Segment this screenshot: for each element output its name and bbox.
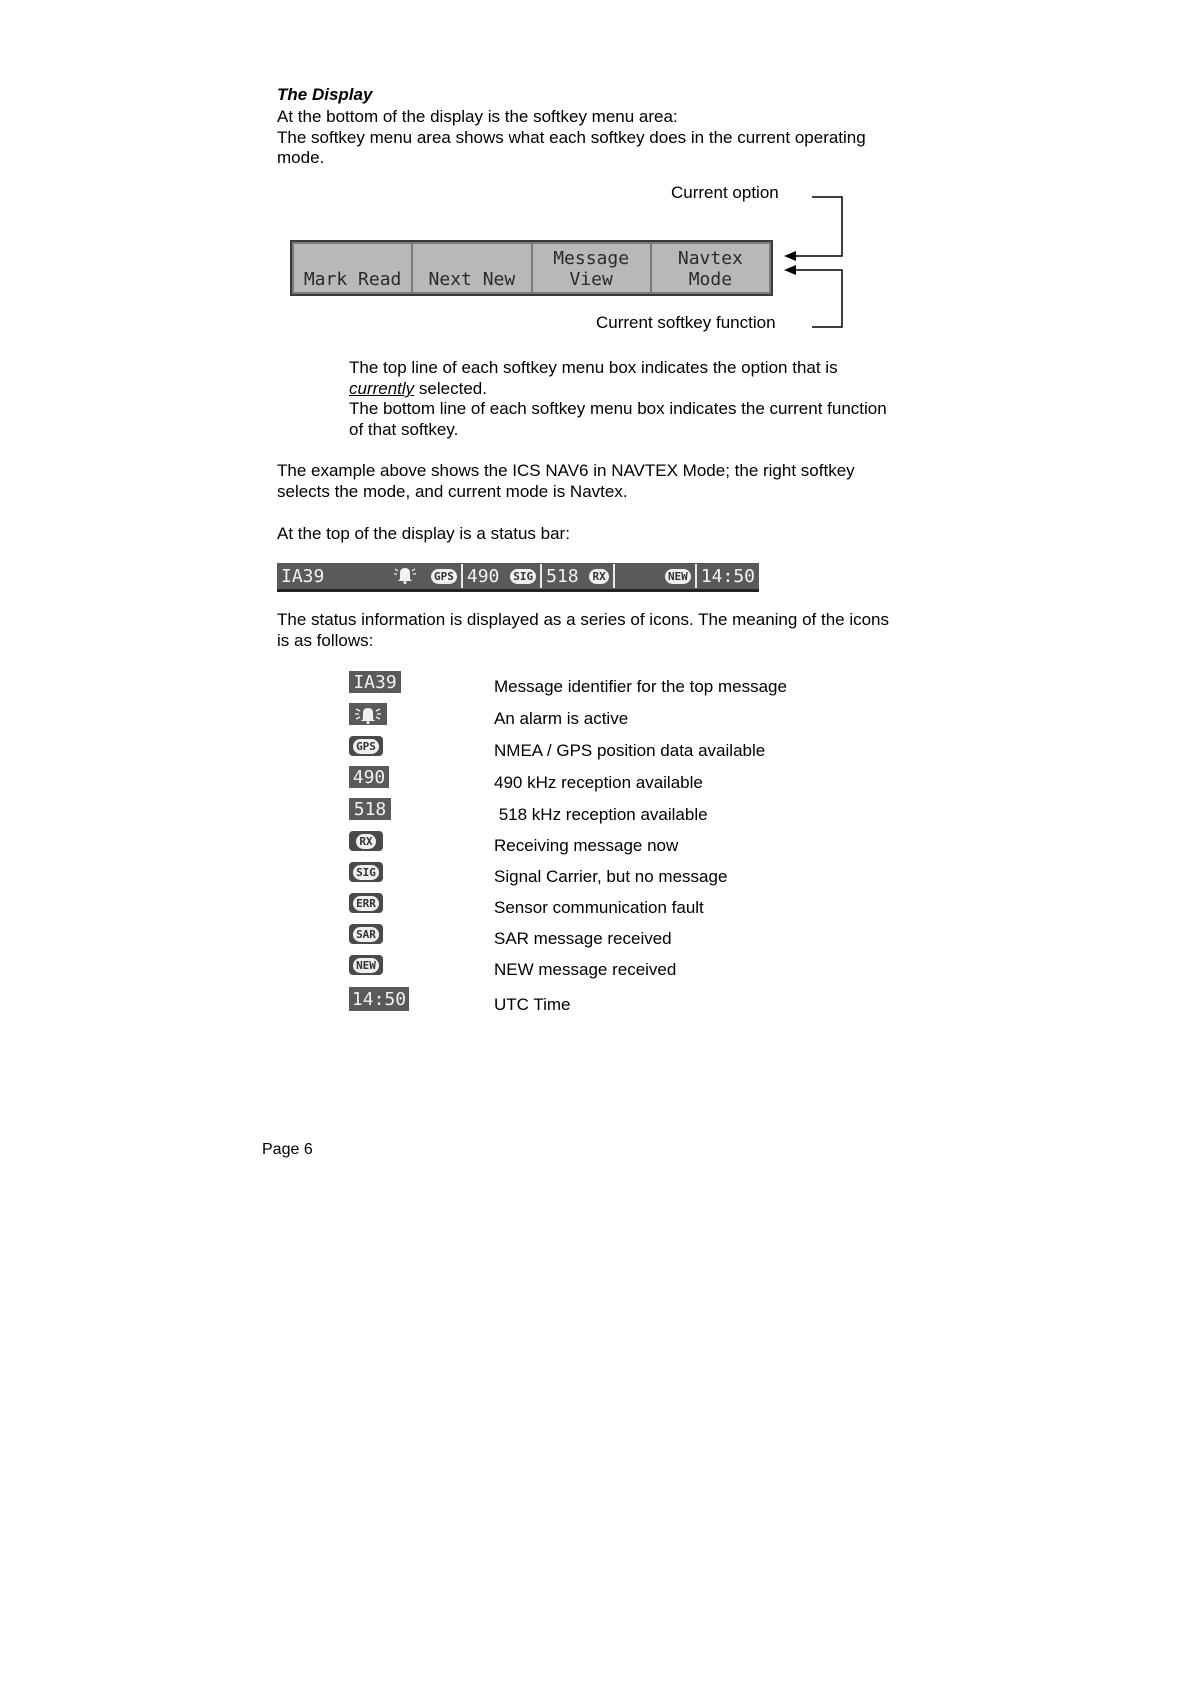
new-icon: NEW (665, 569, 691, 584)
softkey-menu-bar (290, 240, 773, 296)
legend-text-sar: SAR message received (494, 929, 672, 948)
softkey-function-label: Next New (428, 269, 516, 290)
rx-icon-label: RX (356, 834, 375, 849)
legend-text-alarm: An alarm is active (494, 709, 629, 728)
indent-line-3: The bottom line of each softkey menu box indicates the current function (349, 399, 887, 418)
legend-new-icon (349, 955, 383, 975)
callout-current-function: Current softkey function (596, 313, 776, 332)
intro-line-1: At the bottom of the display is the softkey menu area: (277, 107, 678, 126)
softkey-function-label: View (569, 269, 613, 290)
status-message-id: IA39 (281, 565, 325, 587)
rx-icon: RX (589, 569, 608, 584)
status-new (661, 566, 695, 587)
intro-line-2: The softkey menu area shows what each softkey does in the current operating (277, 128, 866, 147)
example-line-2: selects the mode, and current mode is Navtex. (277, 482, 628, 501)
status-bar (277, 563, 759, 592)
status-gps (427, 566, 461, 587)
sig-icon: SIG (510, 569, 536, 584)
current-function-arrow-icon (784, 265, 796, 275)
softkey-next-new[interactable] (413, 244, 530, 292)
section-heading: The Display (277, 85, 373, 104)
emphasis-currently: currently (349, 379, 415, 398)
legend-err-icon (349, 893, 383, 913)
legend-alarm-bell-icon (349, 703, 387, 725)
alarm-bell-icon (389, 564, 427, 589)
status-desc-line-2: is as follows: (277, 631, 374, 650)
sar-icon-label: SAR (353, 927, 379, 942)
legend-text-sig: Signal Carrier, but no message (494, 867, 728, 886)
softkey-option-label: Message (553, 248, 630, 269)
status-intro: At the top of the display is a status bar: (277, 524, 570, 543)
legend-utc-time-icon: 14:50 (349, 987, 409, 1011)
indent-line-2 (349, 379, 487, 399)
indent-line-1: The top line of each softkey menu box indicates the option that is (349, 358, 838, 377)
legend-518-icon: 518 (349, 798, 391, 820)
softkey-function-label: Mode (688, 269, 733, 290)
callout-current-option: Current option (671, 183, 779, 202)
example-line-1: The example above shows the ICS NAV6 in NAVTEX Mode; the right softkey (277, 461, 855, 480)
sig-icon-label: SIG (353, 865, 379, 880)
legend-sar-icon (349, 924, 383, 944)
err-icon-label: ERR (353, 896, 379, 911)
legend-gps-icon (349, 736, 383, 756)
current-option-arrow-icon (784, 251, 796, 261)
status-518-label: 518 (546, 565, 579, 587)
legend-text-518: 518 kHz reception available (494, 805, 708, 824)
current-option-bracket (792, 197, 842, 256)
legend-text-490: 490 kHz reception available (494, 773, 703, 792)
legend-rx-icon (349, 831, 383, 851)
intro-line-3: mode. (277, 148, 325, 167)
softkey-mark-read[interactable] (294, 244, 411, 292)
status-490 (463, 566, 540, 587)
indent-line-4: of that softkey. (349, 420, 459, 439)
softkey-option-label: Navtex (677, 248, 743, 269)
gps-icon-label: GPS (353, 739, 379, 754)
status-518 (542, 566, 613, 587)
legend-text-new: NEW message received (494, 960, 677, 979)
status-desc-line-1: The status information is displayed as a series of icons. The meaning of the icons (277, 610, 890, 629)
legend-text-utc: UTC Time (494, 995, 571, 1014)
callout-brackets (770, 190, 850, 335)
softkey-navtex-mode[interactable] (652, 244, 769, 292)
legend-text-err: Sensor communication fault (494, 898, 704, 917)
status-divider (613, 564, 615, 588)
status-490-label: 490 (466, 565, 500, 587)
gps-icon: GPS (431, 569, 457, 584)
legend-text-gps: NMEA / GPS position data available (494, 741, 766, 760)
legend-490-icon: 490 (349, 766, 389, 788)
legend-message-id-icon: IA39 (349, 671, 401, 693)
current-function-bracket (792, 270, 842, 327)
indent-line-2-rest: selected. (414, 379, 487, 398)
status-time: 14:50 (700, 565, 755, 587)
legend-text-rx: Receiving message now (494, 836, 679, 855)
legend-text-message-id: Message identifier for the top message (494, 677, 787, 696)
legend-sig-icon (349, 862, 383, 882)
page-number: Page 6 (262, 1141, 313, 1158)
softkey-function-label: Mark Read (303, 269, 402, 290)
softkey-message-view[interactable] (533, 244, 650, 292)
new-icon-label: NEW (353, 958, 379, 973)
